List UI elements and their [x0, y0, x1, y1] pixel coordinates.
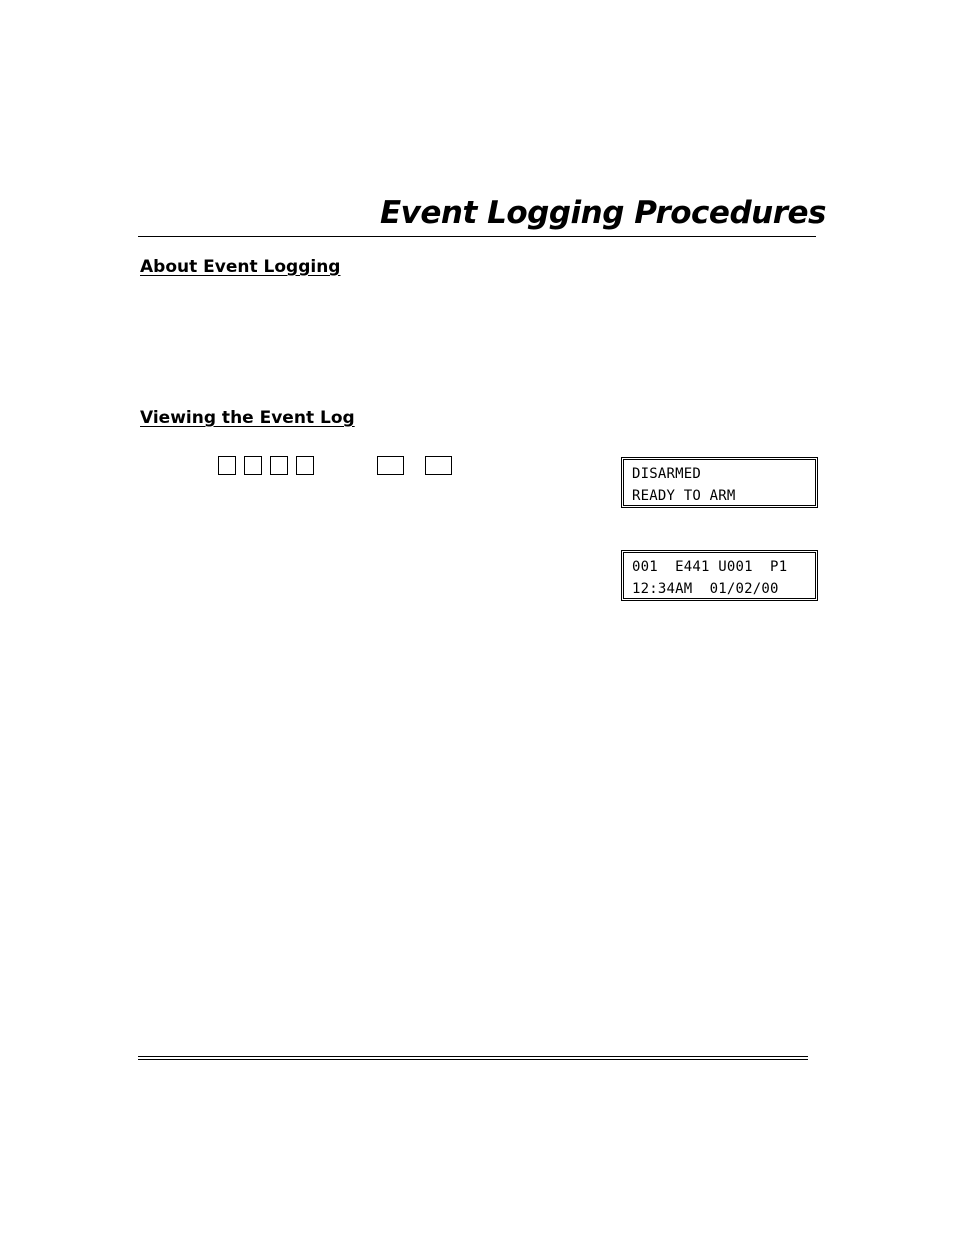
keypad-display-screen	[623, 459, 816, 506]
page-title: Event Logging Procedures	[380, 195, 826, 231]
display-line-2: READY TO ARM	[632, 488, 736, 504]
section-heading-viewing-event-log: Viewing the Event Log	[140, 408, 355, 428]
keypad-display-disarmed	[621, 457, 818, 508]
section-heading-about-event-logging: About Event Logging	[140, 257, 341, 277]
key-box	[270, 456, 288, 475]
title-rule	[138, 236, 816, 237]
key-box	[377, 456, 404, 475]
key-box	[425, 456, 452, 475]
display-line-1: 001 E441 U001 P1	[632, 559, 788, 575]
keypad-display-screen	[623, 552, 816, 599]
keypad-display-event-log	[621, 550, 818, 601]
footer-rule	[138, 1059, 808, 1060]
key-box	[244, 456, 262, 475]
key-box	[218, 456, 236, 475]
key-box	[296, 456, 314, 475]
display-line-1: DISARMED	[632, 466, 702, 482]
footer-rule	[138, 1056, 808, 1057]
display-line-2: 12:34AM 01/02/00	[632, 581, 779, 597]
